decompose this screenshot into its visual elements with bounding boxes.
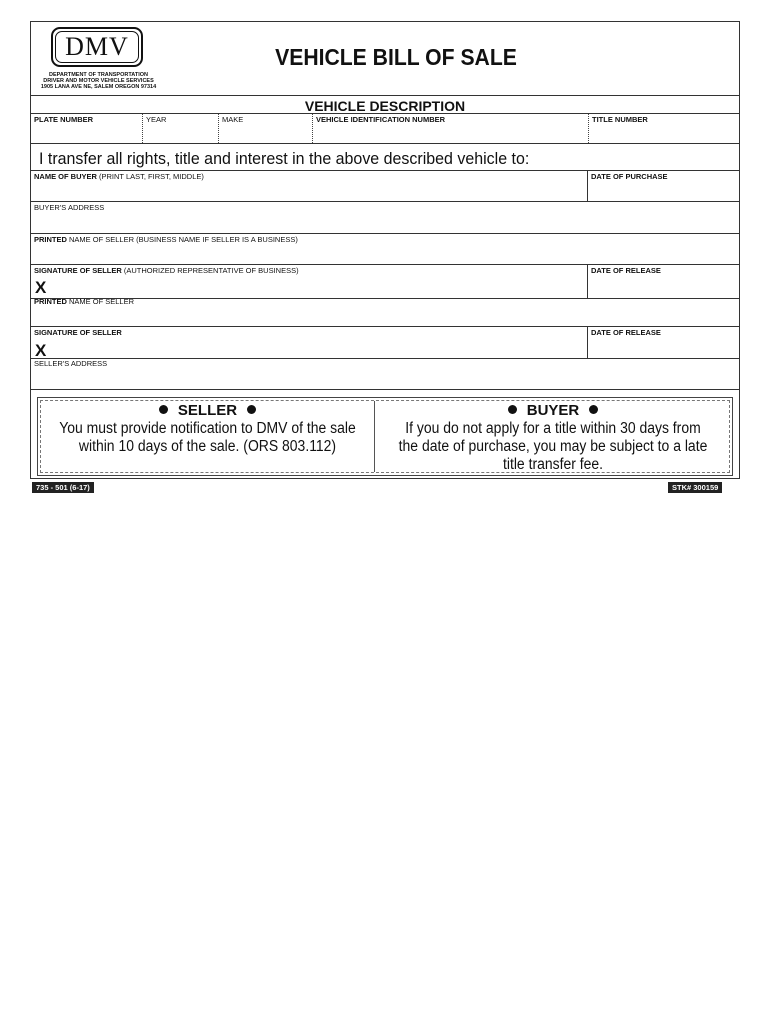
- date-of-release-field-1[interactable]: [588, 265, 739, 297]
- seller-printed-name-field[interactable]: [31, 234, 739, 265]
- dept-line-3: 1905 LANA AVE NE, SALEM OREGON 97314: [40, 84, 157, 90]
- seller-notice-heading: SELLER: [41, 402, 374, 419]
- vehicle-description-band: [31, 95, 739, 114]
- bullet-icon: [247, 405, 256, 414]
- notice-box: [37, 397, 733, 476]
- seller-signature-row-1: [31, 265, 739, 299]
- buyer-name-label: NAME OF BUYER (PRINT LAST, FIRST, MIDDLE): [34, 172, 204, 181]
- date-of-release-label-1: DATE OF RELEASE: [591, 266, 661, 275]
- seller-address-field[interactable]: [31, 358, 739, 390]
- buyer-name-row: [31, 170, 739, 202]
- form-title: VEHICLE BILL OF SALE: [275, 44, 517, 70]
- dmv-logo: [51, 27, 143, 67]
- seller-printed-name-label-2: PRINTED NAME OF SELLER: [34, 297, 135, 306]
- title-number-label: TITLE NUMBER: [592, 115, 648, 124]
- buyer-name-field[interactable]: [31, 171, 587, 201]
- seller-notice-text: You must provide notification to DMV of the sale within 10 days of the sale. (ORS 803.112): [59, 420, 356, 455]
- plate-number-label: PLATE NUMBER: [34, 115, 94, 124]
- title-number-field[interactable]: [588, 114, 739, 143]
- make-field[interactable]: [218, 114, 312, 143]
- seller-address-label: SELLER'S ADDRESS: [34, 359, 108, 368]
- seller-printed-name-field-2[interactable]: [31, 296, 739, 327]
- vin-field[interactable]: [312, 114, 588, 143]
- buyer-notice-text: If you do not apply for a title within 30 days from the date of purchase, you may be subject to a late title transfer fee.: [398, 420, 708, 473]
- plate-number-field[interactable]: [31, 114, 142, 143]
- bullet-icon: [508, 405, 517, 414]
- seller-signature-label-1: SIGNATURE OF SELLER (AUTHORIZED REPRESENTATIVE OF BUSINESS): [34, 266, 299, 275]
- seller-signature-row-2: [31, 327, 739, 359]
- seller-printed-name-label: PRINTED NAME OF SELLER (BUSINESS NAME IF SELLER IS A BUSINESS): [34, 235, 298, 244]
- form-header: [31, 22, 739, 92]
- vin-label: VEHICLE IDENTIFICATION NUMBER: [316, 115, 446, 124]
- form-number: 735 - 501 (6-17): [32, 482, 94, 493]
- signature-x-mark-1: X: [35, 278, 47, 297]
- bullet-icon: [589, 405, 598, 414]
- buyer-notice-heading: BUYER: [375, 402, 731, 419]
- seller-signature-label-2: SIGNATURE OF SELLER: [34, 328, 122, 337]
- dept-line-2: DRIVER AND MOTOR VEHICLE SERVICES: [43, 78, 154, 84]
- bullet-icon: [159, 405, 168, 414]
- buyer-address-label: BUYER'S ADDRESS: [34, 203, 105, 212]
- logo-text: DMV: [65, 32, 129, 61]
- date-of-purchase-field[interactable]: [588, 171, 739, 201]
- date-of-purchase-label: DATE OF PURCHASE: [591, 172, 668, 181]
- seller-signature-field-2[interactable]: [31, 327, 587, 360]
- signature-x-mark-2: X: [35, 341, 47, 360]
- make-label: MAKE: [222, 115, 244, 124]
- dept-line-1: DEPARTMENT OF TRANSPORTATION: [49, 72, 148, 78]
- transfer-statement: I transfer all rights, title and interest in the above described vehicle to:: [39, 149, 530, 168]
- stock-number: STK# 300159: [668, 482, 722, 493]
- section-title: VEHICLE DESCRIPTION: [304, 98, 466, 114]
- seller-signature-field-1[interactable]: [31, 265, 587, 297]
- bill-of-sale-form: [30, 21, 740, 479]
- vehicle-description-row: [31, 114, 739, 144]
- year-label: YEAR: [146, 115, 167, 124]
- date-of-release-label-2: DATE OF RELEASE: [591, 328, 661, 337]
- date-of-release-field-2[interactable]: [588, 327, 739, 357]
- buyer-address-field[interactable]: [31, 202, 739, 234]
- year-field[interactable]: [142, 114, 218, 143]
